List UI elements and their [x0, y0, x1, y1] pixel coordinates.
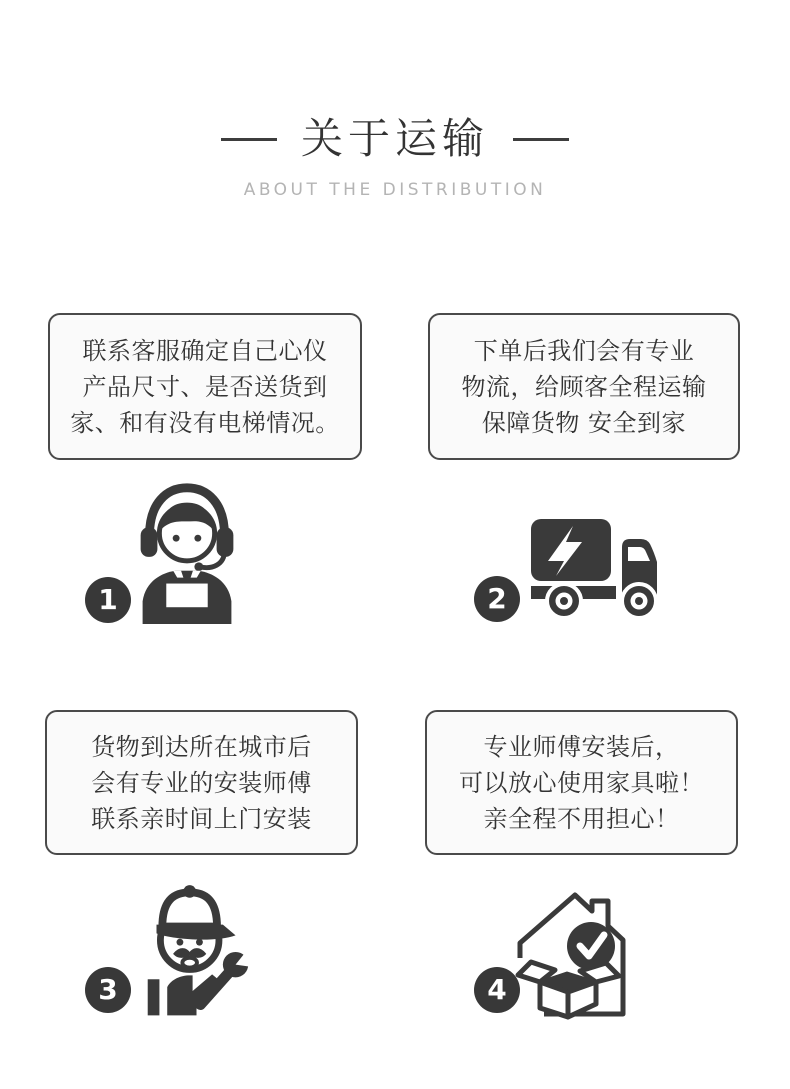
section-subtitle: ABOUT THE DISTRIBUTION: [243, 180, 547, 200]
step-text-line: 联系客服确定自己心仪: [82, 336, 328, 365]
customer-service-icon: [132, 476, 242, 624]
step-number-badge-4: 4: [474, 967, 520, 1013]
step-number-badge-1: 1: [85, 577, 131, 623]
step-text-line: 保障货物 安全到家: [481, 408, 687, 437]
section-title: 关于运输: [300, 114, 489, 163]
step-card-3: [45, 710, 358, 855]
step-text-line: 会有专业的安装师傅: [91, 768, 312, 797]
title-divider-left: [221, 138, 277, 141]
step-text-line: 可以放心使用家具啦！: [459, 768, 704, 797]
step-number-badge-2: 2: [474, 576, 520, 622]
step-text-line: 亲全程不用担心！: [483, 804, 680, 833]
step-text-line: 家、和有没有电梯情况。: [70, 408, 340, 437]
delivery-truck-icon: [518, 517, 663, 622]
home-delivery-check-icon: [498, 880, 638, 1020]
step-number-badge-3: 3: [85, 967, 131, 1013]
title-divider-right: [513, 138, 569, 141]
section-header: [0, 116, 790, 162]
step-text-line: 联系亲时间上门安装: [91, 804, 312, 833]
step-text-line: 物流，给顾客全程运输: [461, 372, 707, 401]
step-card-4: [425, 710, 738, 855]
step-text-line: 货物到达所在城市后: [91, 732, 312, 761]
step-text-line: 专业师傅安装后，: [483, 732, 680, 761]
installer-worker-icon: [136, 882, 258, 1017]
step-text-line: 下单后我们会有专业: [473, 336, 695, 365]
step-card-2: [428, 313, 740, 460]
step-card-1: [48, 313, 362, 460]
step-text-line: 产品尺寸、是否送货到: [82, 372, 328, 401]
